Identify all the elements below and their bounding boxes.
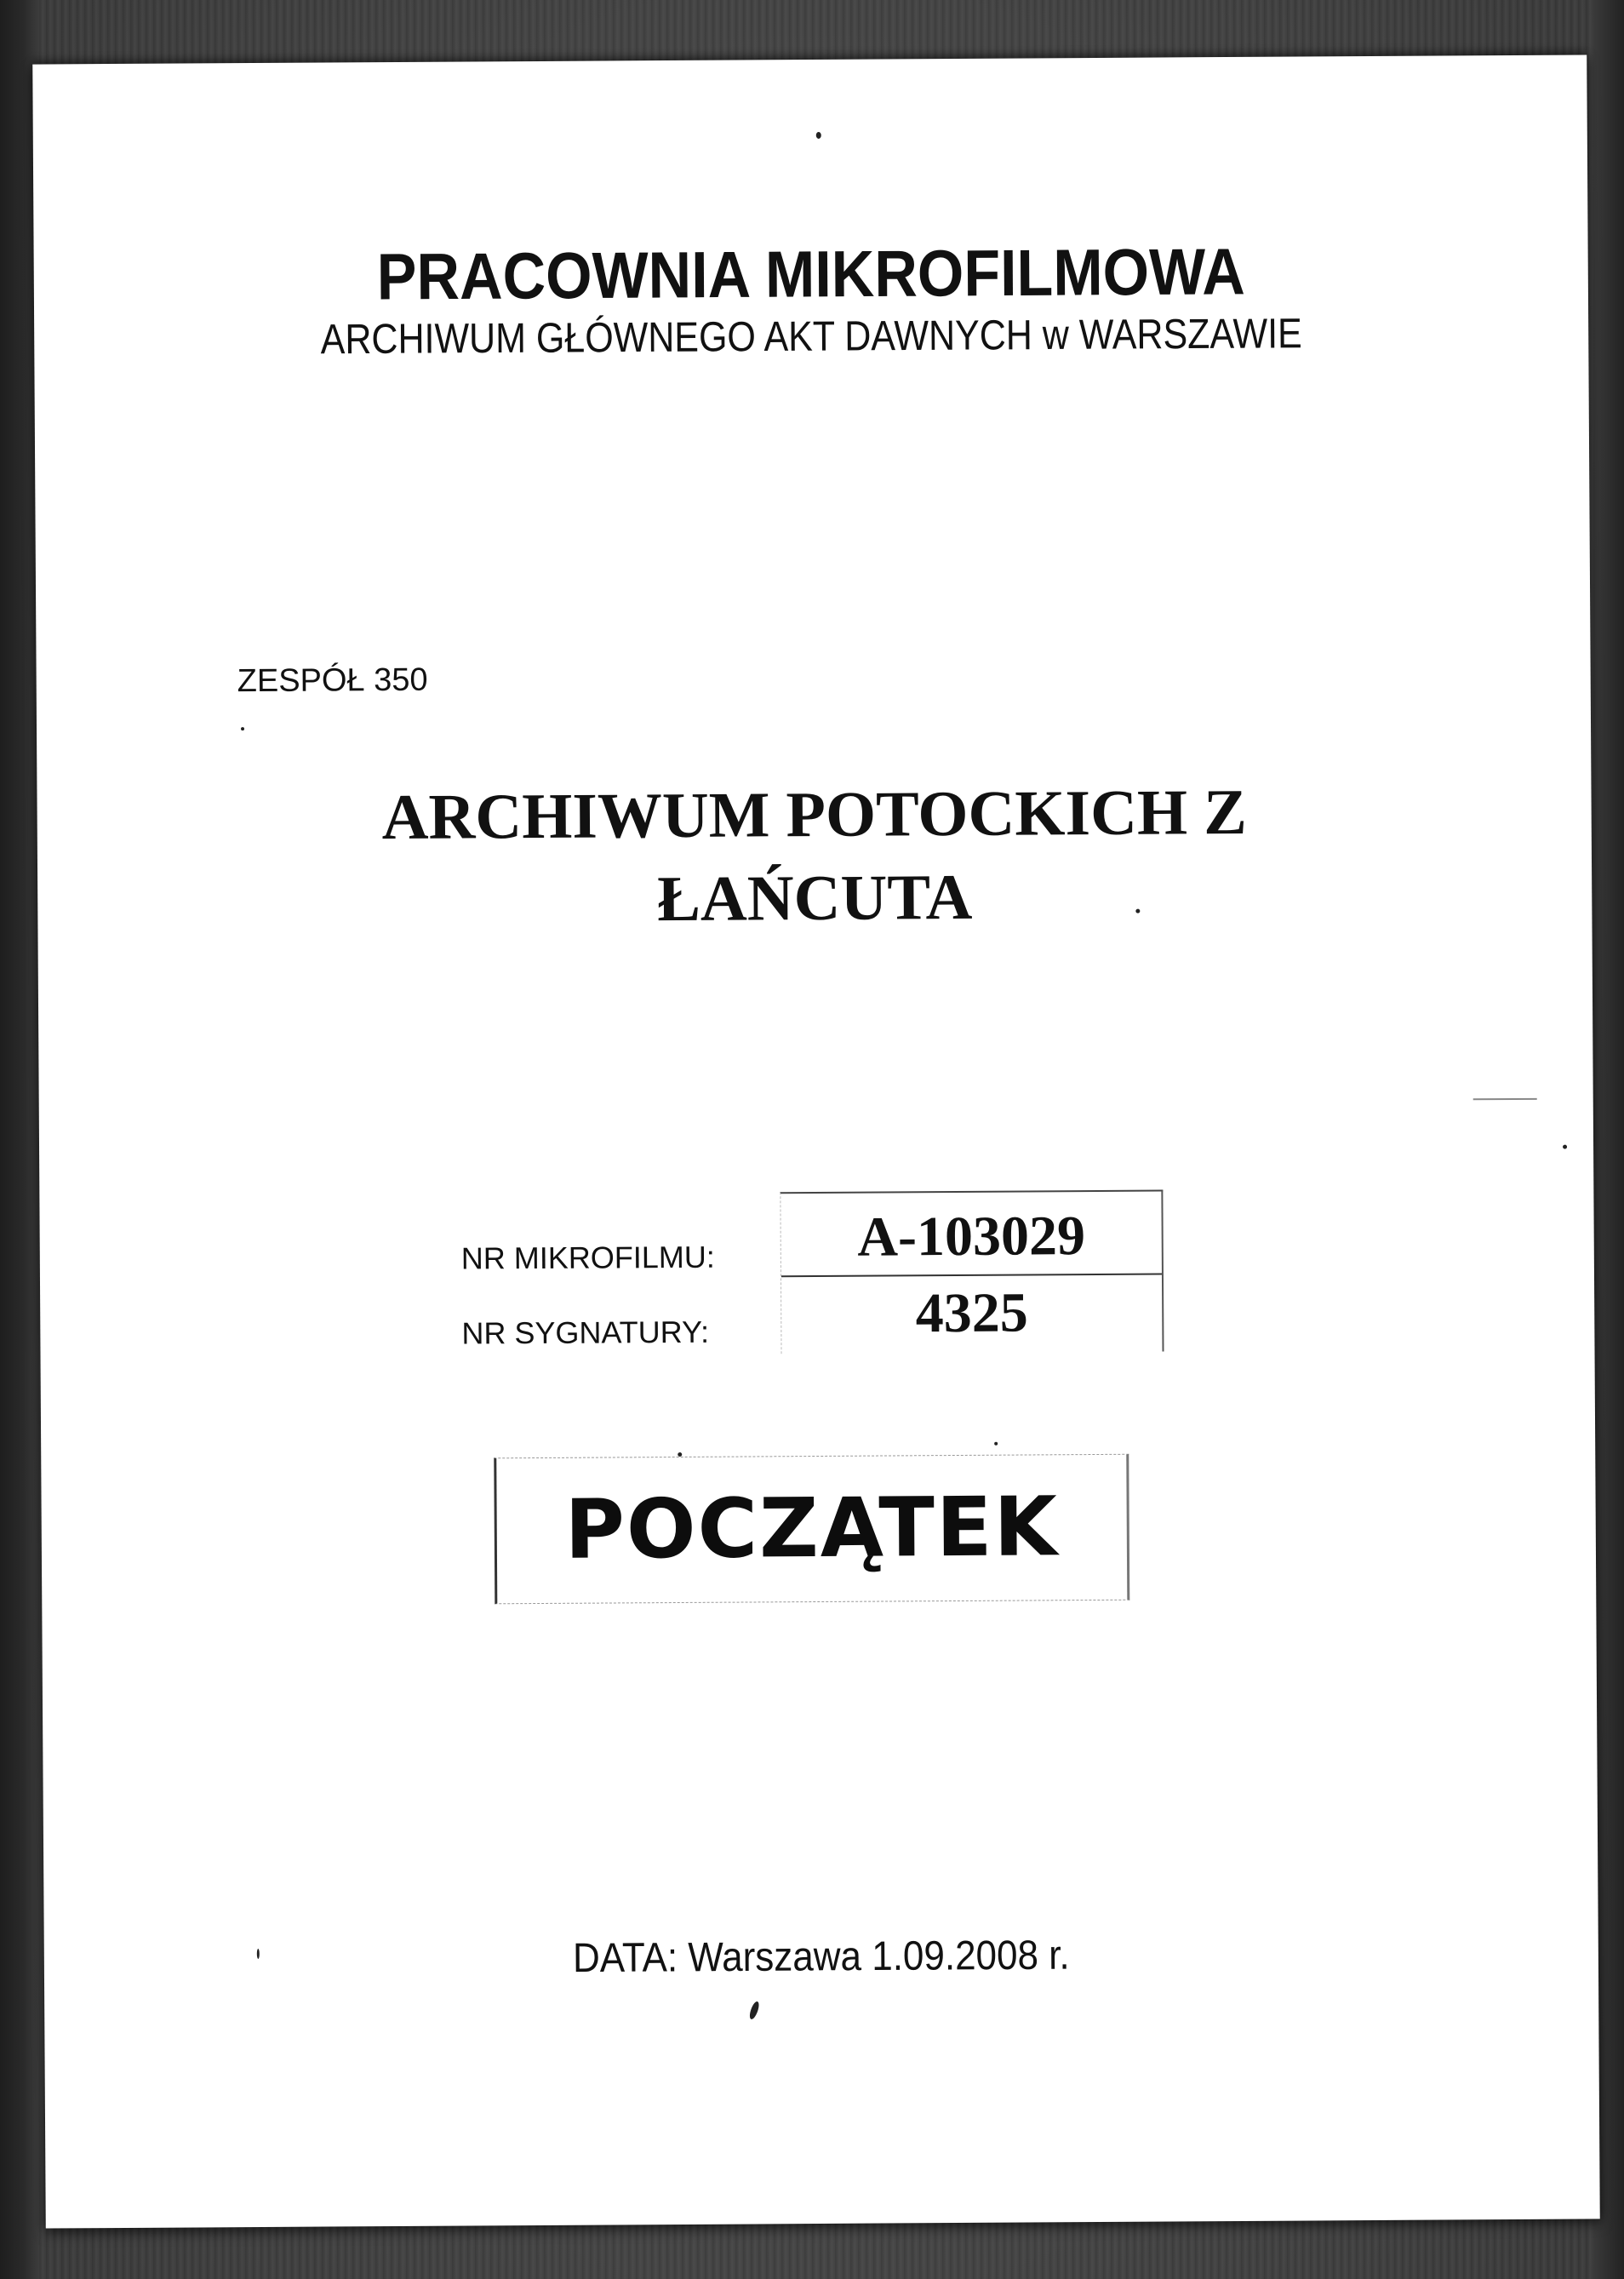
start-stamp-text: POCZĄTEK	[564, 1479, 1060, 1578]
scan-speck	[748, 2001, 761, 2020]
start-stamp-box	[494, 1454, 1129, 1605]
scan-speck	[994, 1442, 998, 1446]
scan-speck	[257, 1949, 260, 1959]
signature-number-label: NR SYGNATURY:	[461, 1314, 710, 1351]
scan-artifact-line	[1473, 1098, 1537, 1100]
header-subtitle: ARCHIWUM GŁÓWNEGO AKT DAWNYCH w WARSZAWIE	[320, 310, 1302, 364]
document-page	[32, 54, 1599, 2228]
scan-speck	[678, 1452, 682, 1457]
scan-speck	[816, 132, 821, 139]
fonds-number-label: ZESPÓŁ 350	[237, 661, 428, 700]
scan-speck	[1563, 1145, 1567, 1149]
fonds-title-line-2: ŁAŃCUTA	[656, 861, 973, 936]
scan-speck	[241, 727, 244, 730]
microfilm-number-label: NR MIKROFILMU:	[460, 1239, 715, 1276]
fonds-title-line-1: ARCHIWUM POTOCKICH Z	[381, 776, 1247, 854]
number-values-box	[780, 1190, 1164, 1354]
microfilm-number-value: A-103029	[857, 1205, 1086, 1268]
date-line: DATA: Warszawa 1.09.2008 r.	[572, 1932, 1070, 1982]
signature-number-value: 4325	[915, 1281, 1028, 1345]
scan-speck	[1135, 909, 1140, 913]
scan-border-left	[0, 0, 39, 2279]
values-divider	[781, 1274, 1162, 1278]
fonds-title	[37, 768, 1592, 944]
header-title: PRACOWNIA MIKROFILMOWA	[376, 235, 1246, 314]
